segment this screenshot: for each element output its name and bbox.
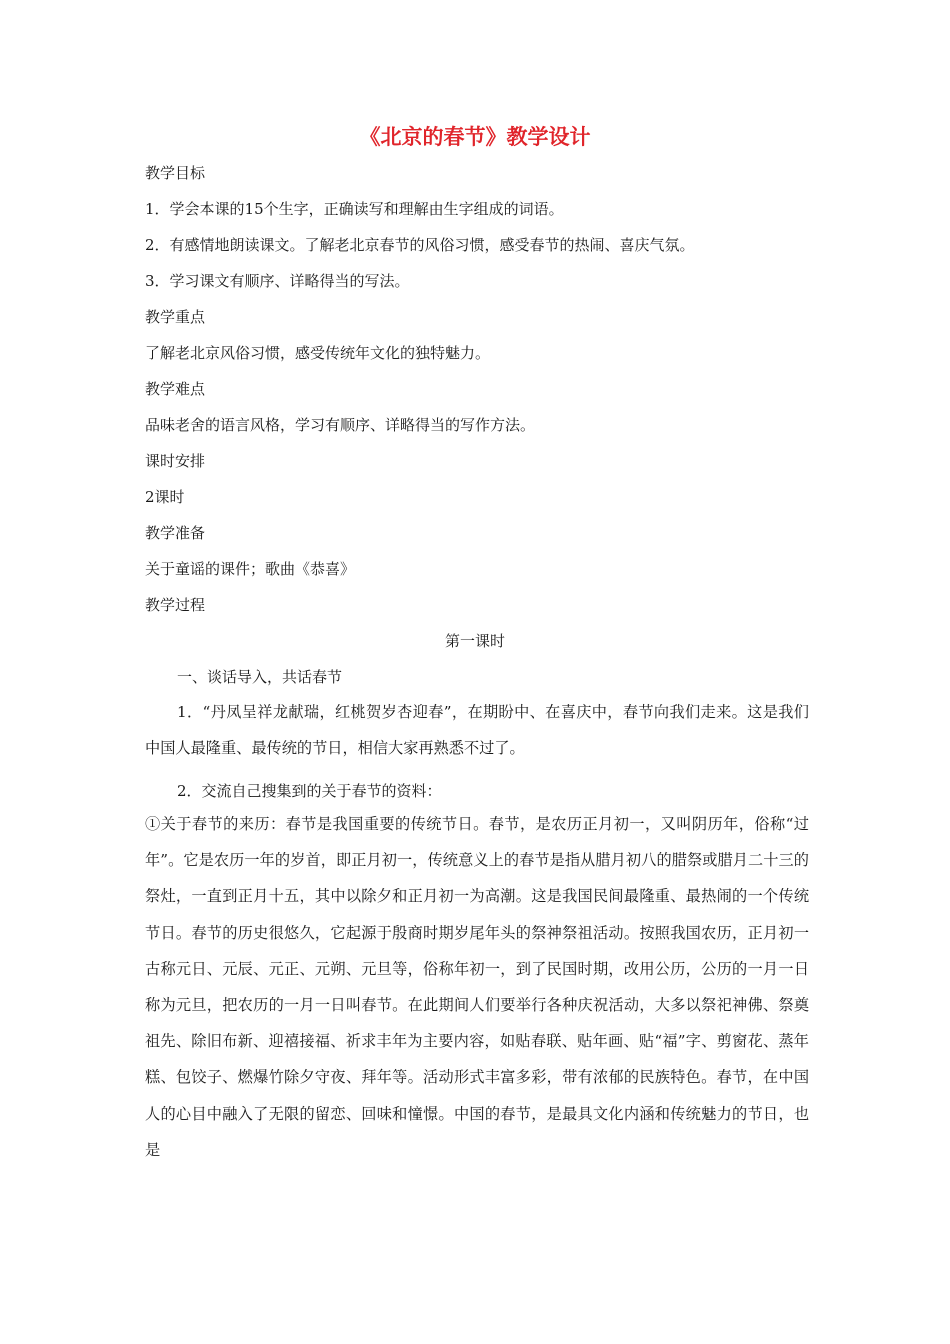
lesson-title: 第一课时 — [444, 632, 505, 650]
schedule-text: 2课时 — [145, 488, 185, 506]
preparation-heading: 教学准备 — [145, 524, 206, 542]
paragraph-origin: ①关于春节的来历：春节是我国重要的传统节日。春节，是农历正月初一，又叫阴历年，俗称“过年”。它是农历一年的岁首，即正月初一，传统意义上的春节是指从腊月初八的腊祭或腊月二十三的祭灶，一直到正月十五，其中以除夕和正月初一为高潮。这是我国民间最隆重、最热闹的一个传统节日。春节的历史很悠久，它起源于殷商时期岁尾年头的祭神祭祖活动。按照我国农历，正月初一古称元日、元辰、元正、元朔、元旦等，俗称年初一，到了民国时期，改用公历，公历的一月一日称为元旦，把农历的一月一日叫春节。在此期间人们要举行各种庆祝活动，大多以祭祀神佛、祭奠祖先、除旧布新、迎禧接福、祈求丰年为主要内容，如贴春联、贴年画、贴“福”字、剪窗花、蒸年糕、包饺子、燃爆竹除夕守夜、拜年等。活动形式丰富多彩，带有浓郁的民族特色。春节，在中国人的心目中融入了无限的留恋、回味和憧憬。中国的春节，是最具文化内涵和传统魅力的节日，也是 — [145, 815, 809, 1159]
objective-item-2: 2．有感情地朗读课文。了解老北京春节的风俗习惯，感受春节的热闹、喜庆气氛。 — [145, 236, 695, 254]
section-heading: 一、谈话导入，共话春节 — [177, 668, 343, 686]
key-points-text: 了解老北京风俗习惯，感受传统年文化的独特魅力。 — [145, 344, 491, 362]
page-title: 《北京的春节》教学设计 — [359, 124, 591, 149]
preparation-text: 关于童谣的课件；歌曲《恭喜》 — [145, 560, 356, 578]
objective-item-1: 1．学会本课的15个生字，正确读写和理解由生字组成的词语。 — [145, 200, 564, 218]
key-points-heading: 教学重点 — [145, 308, 206, 326]
process-heading: 教学过程 — [145, 596, 206, 614]
paragraph-intro: 1．“丹凤呈祥龙献瑞，红桃贺岁杏迎春”，在期盼中、在喜庆中，春节向我们走来。这是我们中国人最隆重、最传统的节日，相信大家再熟悉不过了。 — [145, 703, 809, 758]
objectives-heading: 教学目标 — [145, 164, 206, 182]
schedule-heading: 课时安排 — [145, 452, 206, 470]
difficulties-text: 品味老舍的语言风格，学习有顺序、详略得当的写作方法。 — [145, 416, 536, 434]
difficulties-heading: 教学难点 — [145, 380, 206, 398]
list-item-2: 2．交流自己搜集到的关于春节的资料： — [177, 782, 442, 800]
objective-item-3: 3．学习课文有顺序、详略得当的写法。 — [145, 272, 410, 290]
